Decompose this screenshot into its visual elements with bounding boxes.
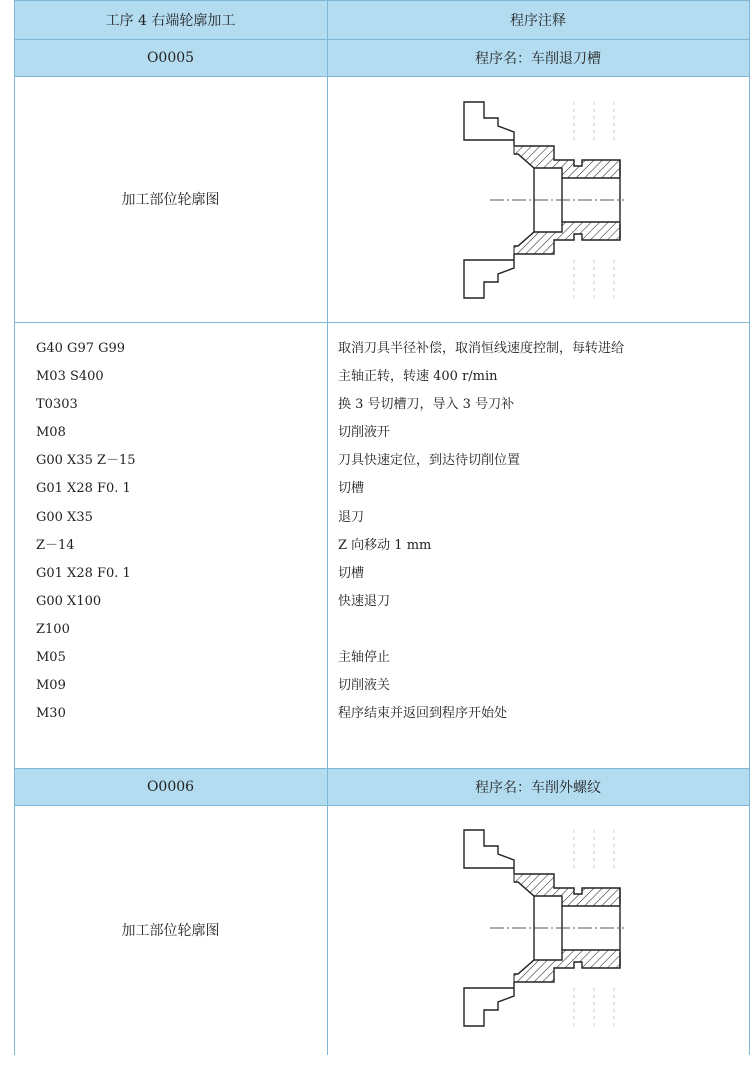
code-line: Z100 <box>36 621 70 637</box>
code-line: G00 X35 <box>36 509 93 525</box>
code-line: Z－14 <box>36 537 75 553</box>
code-line: M08 <box>36 425 66 441</box>
code-line: M09 <box>36 678 66 694</box>
comment-line: 主轴正转，转速 400 r/min <box>338 369 498 385</box>
code-line: T0303 <box>36 397 78 413</box>
comment-line: 程序结束并返回到程序开始处 <box>338 706 508 722</box>
comment-line: 取消刀具半径补偿，取消恒线速度控制，每转进给 <box>338 341 625 356</box>
code-lines <box>36 335 321 728</box>
code-line: G01 X28 F0. 1 <box>36 565 131 581</box>
program-number: O0005 <box>146 49 195 66</box>
part-profile-diagram <box>454 96 624 304</box>
header-col2: 程序注释 <box>510 12 566 29</box>
comment-line: 主轴停止 <box>338 650 391 666</box>
code-line: G01 X28 F0. 1 <box>36 481 131 497</box>
code-line: G00 X35 Z－15 <box>36 453 136 469</box>
comment-line: 切削液关 <box>338 678 391 694</box>
comment-line: 切槽 <box>338 481 365 497</box>
diagram-label: 加工部位轮廓图 <box>121 192 220 208</box>
code-line: M03 S400 <box>36 369 104 385</box>
comment-line: 切槽 <box>338 565 365 581</box>
comment-line: Z 向移动 1 mm <box>338 537 432 553</box>
program-name: 程序名：车削外螺纹 <box>475 779 601 796</box>
comment-line: 刀具快速定位，到达待切削位置 <box>338 453 521 469</box>
program-name: 程序名：车削退刀槽 <box>475 50 601 67</box>
comment-line: 退刀 <box>338 509 365 525</box>
code-line: G40 G97 G99 <box>36 341 126 356</box>
comment-lines <box>338 335 743 728</box>
code-line: G00 X100 <box>36 593 102 609</box>
program-number: O0006 <box>146 778 195 795</box>
program-table <box>14 0 750 1055</box>
code-line: M30 <box>36 706 66 722</box>
comment-line: 切削液开 <box>338 425 391 441</box>
code-line: M05 <box>36 650 66 666</box>
comment-line: 换 3 号切槽刀，导入 3 号刀补 <box>338 397 515 413</box>
comment-line <box>338 616 743 644</box>
part-profile-diagram <box>454 824 624 1032</box>
diagram-label: 加工部位轮廓图 <box>121 923 220 939</box>
header-col1: 工序 4 右端轮廓加工 <box>105 12 236 29</box>
comment-line: 快速退刀 <box>338 593 391 609</box>
